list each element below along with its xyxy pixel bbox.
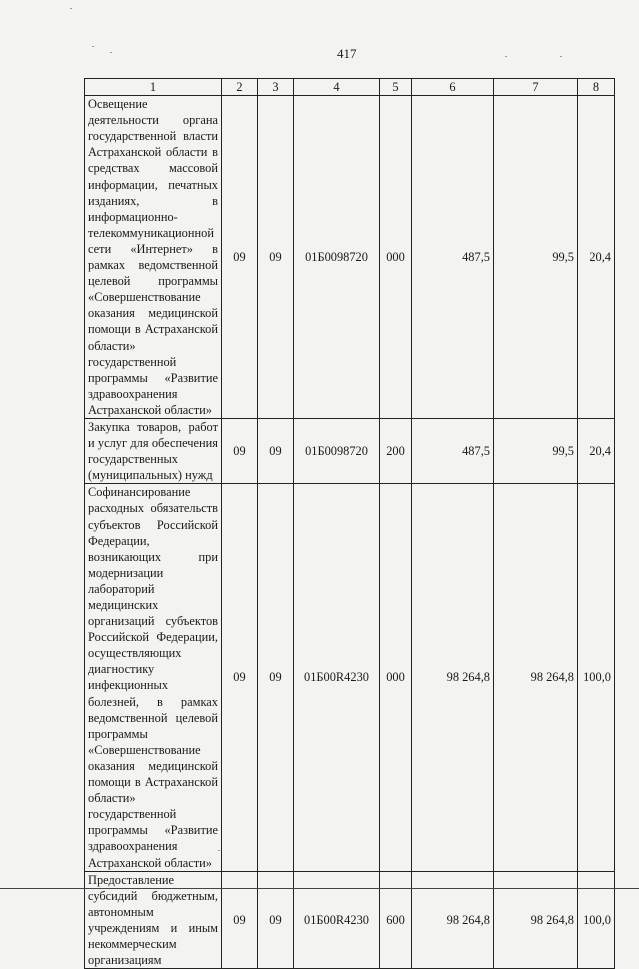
- cell-expense-type: 000: [380, 484, 412, 871]
- scan-speck: [560, 56, 562, 57]
- cell-percent: 100,0: [578, 484, 615, 871]
- row-description: Закупка товаров, работ и услуг для обеспечения государственных (муниципальных) нужд: [85, 418, 222, 483]
- column-header: 4: [294, 79, 380, 96]
- cell-percent: 20,4: [578, 418, 615, 483]
- cell-percent: 20,4: [578, 96, 615, 419]
- cell-target-article: 01Б0098720: [294, 96, 380, 419]
- cell-planned: 98 264,8: [412, 484, 494, 871]
- cell-target-article: 01Б0098720: [294, 418, 380, 483]
- cell-target-article: 01Б00R4230: [294, 484, 380, 871]
- cell-planned: 487,5: [412, 418, 494, 483]
- cell-executed: 98 264,8: [494, 871, 578, 969]
- cell-executed: 99,5: [494, 418, 578, 483]
- column-header: 3: [258, 79, 294, 96]
- cell-section: 09: [222, 484, 258, 871]
- row-description: Освещение деятельности органа государственной власти Астраханской области в средствах массовой информации, печатных изданиях, в информационно-телекоммуникационной сети «Интернет» в рамках ведомственной целевой программы «Совершенствование оказания медицинской помощи в Астраханской области» государственной программы «Развитие здравоохранения Астраханской области»: [85, 96, 222, 419]
- cell-subsection: 09: [258, 96, 294, 419]
- column-header: 1: [85, 79, 222, 96]
- cell-subsection: 09: [258, 418, 294, 483]
- cell-target-article: 01Б00R4230: [294, 871, 380, 969]
- page-bottom-rule: [0, 888, 639, 889]
- budget-table: [84, 78, 615, 969]
- table-row: [85, 871, 615, 969]
- cell-executed: 99,5: [494, 96, 578, 419]
- scan-speck: [505, 56, 507, 57]
- cell-planned: 487,5: [412, 96, 494, 419]
- cell-subsection: 09: [258, 484, 294, 871]
- cell-expense-type: 000: [380, 96, 412, 419]
- row-description: Предоставление субсидий бюджетным, автономным учреждениям и иным некоммерческим организациям: [85, 871, 222, 969]
- cell-executed: 98 264,8: [494, 484, 578, 871]
- cell-section: 09: [222, 418, 258, 483]
- cell-subsection: 09: [258, 871, 294, 969]
- scan-speck: [218, 850, 220, 851]
- table-row: [85, 96, 615, 419]
- table-row: [85, 484, 615, 871]
- cell-percent: 100,0: [578, 871, 615, 969]
- column-header: 7: [494, 79, 578, 96]
- table-row: [85, 418, 615, 483]
- cell-expense-type: 200: [380, 418, 412, 483]
- column-header: 5: [380, 79, 412, 96]
- scan-speck: [110, 52, 112, 53]
- scan-speck: [70, 8, 72, 9]
- cell-expense-type: 600: [380, 871, 412, 969]
- row-description: Софинансирование расходных обязательств субъектов Российской Федерации, возникающих при модернизации лабораторий медицинских организаций субъектов Российской Федерации, осуществляющих диагностику инфекционных болезней, в рамках ведомственной целевой программы «Совершенствование оказания медицинской помощи в Астраханской области» государственной программы «Развитие здравоохранения Астраханской области»: [85, 484, 222, 871]
- page-number: 417: [337, 46, 357, 61]
- scan-speck: [92, 46, 94, 47]
- cell-section: 09: [222, 871, 258, 969]
- column-header: 2: [222, 79, 258, 96]
- column-header: 8: [578, 79, 615, 96]
- header-row: [85, 79, 615, 96]
- cell-planned: 98 264,8: [412, 871, 494, 969]
- cell-section: 09: [222, 96, 258, 419]
- column-header: 6: [412, 79, 494, 96]
